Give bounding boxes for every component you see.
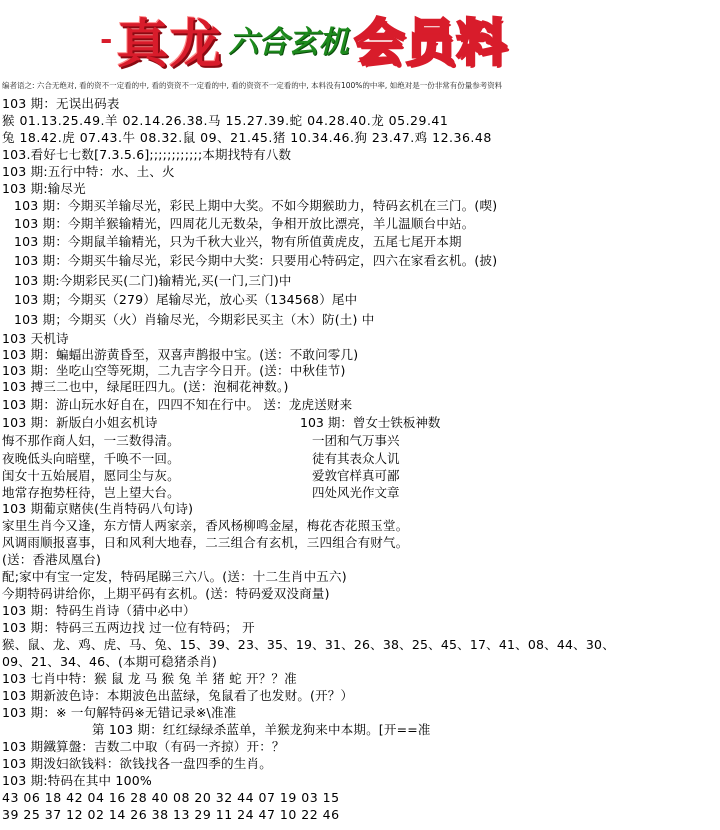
text-line: 103 期：今期买羊输尽光，彩民上期中大奖。不如今期猴助力，特码玄机在三门。(喫) — [14, 198, 498, 213]
text-line: 第 103 期：红红绿绿杀蓝单，羊猴龙狗来中本期。[开==准 — [92, 722, 431, 737]
text-line: 103 期：※ 一句解特码※无错记录※\准准 — [2, 705, 237, 720]
right-column-line: 四处风光作文章 — [312, 485, 400, 500]
text-line: 夜晚低头向暗壁，千唤不一回。 — [2, 451, 180, 466]
text-line: 103 搏三二也中，绿尾旺四九。(送：泡桐花神数。) — [2, 379, 289, 394]
text-line: 今期特码讲给你，上期平码有玄机。(送：特码爱双没商量) — [2, 586, 330, 601]
text-line: 风调雨顺报喜事，日和风利大地春，二三组合有玄机，三四组合有财气。 — [2, 535, 409, 550]
text-line: 地常存抱势枉待，岂上望大台。 — [2, 485, 180, 500]
right-column-line: 一团和气万事兴 — [312, 433, 400, 448]
text-line: 103 七肖中特：猴 鼠 龙 马 猴 兔 羊 猪 蛇 开？？准 — [2, 671, 297, 686]
text-line: 103 期:今期彩民买(二门)输精光,买(一门,三门)中 — [14, 273, 292, 288]
text-line: 103 期:五行中特：水、土、火 — [2, 164, 175, 179]
text-line: 103 期：今期鼠羊输精光，只为千秋大业兴，物有所值黄虎皮，五尾七尾开本期 — [14, 234, 462, 249]
title-dash: - — [100, 21, 113, 57]
text-line: 103 期葡京赌侠(生肖特码八句诗) — [2, 501, 194, 516]
text-line: 猴、鼠、龙、鸡、虎、马、兔、15、39、23、35、19、31、26、38、25、45、17、41、08、44、30、 — [2, 637, 615, 652]
right-column-title: 103 期：曾女士铁板神数 — [300, 415, 441, 430]
text-line: (送：香港凤凰台) — [2, 552, 102, 567]
text-line: 兔 18.42.虎 07.43.牛 08.32.鼠 09、21.45.猪 10.34.46.狗 23.47.鸡 12.36.48 — [2, 130, 492, 145]
text-line: 09、21、34、46、(本期可稳猪杀肖) — [2, 654, 218, 669]
header-banner — [0, 0, 720, 78]
right-column-line: 徒有其表众人讥 — [312, 451, 400, 466]
text-line: 103 期：无误出码表 — [2, 96, 120, 111]
text-line: 103 期：新版白小姐玄机诗 — [2, 415, 158, 430]
text-line: 103 期：今期买牛输尽光，彩民今期中大奖：只要用心特码定，四六在家看玄机。(披) — [14, 253, 498, 268]
text-line: 103.看好七七数[7.3.5.6];;;;;;;;;;;;本期找特有八数 — [2, 147, 292, 162]
text-line: 家里生肖今又逢，东方情人两家亲，香风杨柳鸣金屋，梅花杏花照玉堂。 — [2, 518, 409, 533]
text-line: 闺女十五始展眉，愿同尘与灰。 — [2, 468, 180, 483]
number-row: 43 06 18 42 04 16 28 40 08 20 32 44 07 19 03 15 — [2, 790, 340, 805]
text-line: 配;家中有宝一定发，特码尾睇三六八。(送：十二生肖中五六) — [2, 569, 347, 584]
text-line: 103 期：特码三五两边找 过一位有特码； 开 — [2, 620, 255, 635]
text-line: 103 期新波色诗：本期波色出蓝绿，兔鼠看了也发财。(开？） — [2, 688, 354, 703]
text-line: 103 期：蝙蝠出游黄昏至，双喜声鹊报中宝。(送：不敢问零几) — [2, 347, 359, 362]
text-line: 103 期:特码在其中 100% — [2, 773, 152, 788]
text-line: 103 期；今期买（279）尾输尽光，放心买（134568）尾中 — [14, 292, 358, 307]
text-line: 103 期：坐吃山空等死期，二九吉字今日开。(送：中秋佳节) — [2, 363, 346, 378]
text-line: 悔不那作商人妇，一三数得清。 — [2, 433, 180, 448]
text-line: 103 天机诗 — [2, 331, 69, 346]
number-row: 39 25 37 12 02 14 26 38 13 29 11 24 47 10 22 46 — [2, 807, 340, 822]
title-zhenlong: 真龙 — [116, 13, 223, 75]
text-line: 103 期泼妇欲钱料：欲钱找各一盘四季的生肖。 — [2, 756, 272, 771]
page-title — [100, 4, 507, 74]
text-line: 103 期:输尽光 — [2, 181, 86, 196]
text-line: 103 期；今期买（火）肖输尽光，今期彩民买主（木）防(土) 中 — [14, 312, 375, 327]
text-line: 猴 01.13.25.49.羊 02.14.26.38.马 15.27.39.蛇 04.28.40.龙 05.29.41 — [2, 113, 449, 128]
text-line: 103 期：今期羊猴输精光，四周花儿无数朵，争相开放比漂亮，羊儿温顺台中站。 — [14, 216, 475, 231]
text-line: 103 期：特码生肖诗（猜中必中） — [2, 603, 196, 618]
text-line: 103 期鐵算盤：吉数二中取（有码一齐掠）开：？ — [2, 739, 285, 754]
disclaimer-text: 编者语之: 六合无绝对, 看的资不一定看的中, 看的资资不一定看的中, 看的资资不一定看的中, 本料没有100%的中率, 如绝对是一份非常有份量参考资料 — [2, 81, 503, 90]
right-column-line: 爱敦官样真可鄙 — [312, 468, 400, 483]
title-huiyuanliao: 会员料 — [354, 13, 508, 72]
text-line: 103 期：游山玩水好自在，四四不知在行中。 送：龙虎送财来 — [2, 397, 353, 412]
title-liuhe-xuanji: 六合玄机 — [228, 25, 349, 60]
